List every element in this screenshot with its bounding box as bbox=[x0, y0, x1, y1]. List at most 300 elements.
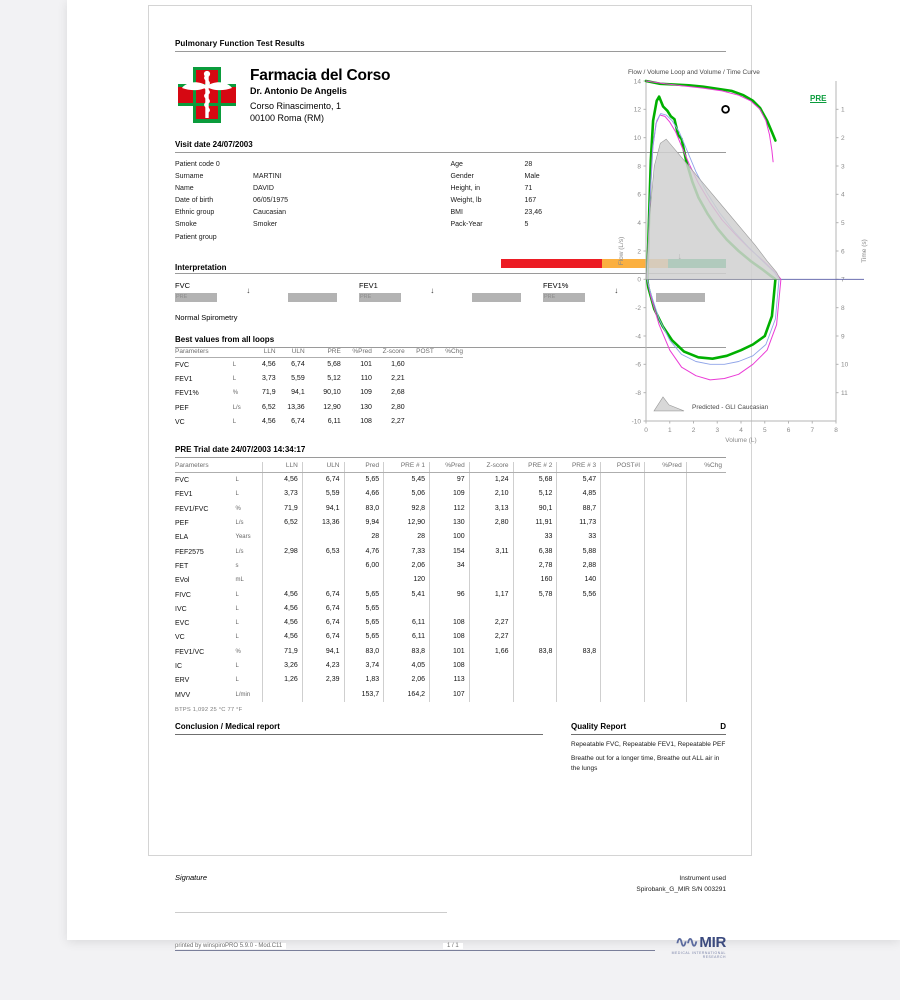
table-cell bbox=[430, 573, 470, 587]
table-cell: 108 bbox=[430, 630, 470, 644]
svg-text:6: 6 bbox=[841, 248, 845, 256]
table-cell: L/min bbox=[235, 691, 251, 698]
quality-block bbox=[571, 722, 726, 807]
footer-page-number: 1 / 1 bbox=[443, 943, 463, 949]
table-cell bbox=[645, 688, 687, 702]
table-cell: 6,74 bbox=[291, 360, 305, 368]
column-header: PRE # 3 bbox=[557, 462, 601, 473]
table-cell bbox=[302, 530, 344, 544]
svg-text:2: 2 bbox=[637, 248, 641, 256]
table-cell: 11,91 bbox=[513, 516, 557, 530]
table-cell: 6,74 bbox=[302, 616, 344, 630]
table-cell: L bbox=[235, 491, 239, 498]
table-cell: 5,88 bbox=[557, 545, 601, 559]
svg-text:0: 0 bbox=[637, 276, 641, 284]
patient-field-label: Height, in bbox=[450, 185, 481, 193]
column-header: POST#I bbox=[601, 462, 645, 473]
clinic-name: Farmacia del Corso bbox=[250, 67, 391, 84]
footer-printed-by: printed by winspiroPRO 5.9.0 - Mod.C11 bbox=[175, 943, 286, 949]
table-cell bbox=[645, 559, 687, 573]
table-cell: 71,9 bbox=[263, 502, 303, 516]
table-cell: 5,65 bbox=[344, 630, 384, 644]
table-cell: FVC bbox=[175, 361, 189, 369]
table-row bbox=[175, 559, 726, 573]
table-cell bbox=[384, 602, 430, 616]
column-header: %Pred bbox=[341, 348, 372, 358]
table-cell: 3,73 bbox=[263, 487, 303, 501]
table-cell: 6,11 bbox=[384, 630, 430, 644]
table-cell: IC bbox=[175, 663, 182, 670]
table-cell bbox=[645, 602, 687, 616]
table-cell: VC bbox=[175, 634, 185, 642]
table-cell bbox=[405, 372, 434, 386]
table-cell: 2,06 bbox=[384, 673, 430, 687]
table-cell bbox=[686, 559, 726, 573]
svg-text:12: 12 bbox=[633, 106, 641, 114]
column-header: Parameters bbox=[175, 348, 233, 358]
signature-section bbox=[175, 873, 726, 895]
table-row bbox=[175, 487, 726, 501]
svg-text:8: 8 bbox=[841, 305, 845, 313]
table-cell: 5,12 bbox=[513, 487, 557, 501]
table-cell: 3,73 bbox=[262, 374, 276, 382]
table-row bbox=[175, 659, 726, 673]
gauge-right-segment bbox=[472, 293, 521, 302]
patient-field-value: 28 bbox=[524, 161, 533, 168]
table-cell: 3,11 bbox=[469, 545, 513, 559]
gauge-pre-tag: PRE bbox=[544, 293, 556, 300]
table-cell: L/s bbox=[232, 404, 241, 411]
table-cell: ELA bbox=[175, 534, 189, 542]
patient-field-label: Surname bbox=[175, 173, 204, 181]
table-cell: 5,06 bbox=[384, 487, 430, 501]
patient-field-label: Smoke bbox=[175, 221, 197, 229]
table-cell bbox=[557, 673, 601, 687]
svg-text:-4: -4 bbox=[635, 333, 641, 341]
table-cell: 94,1 bbox=[291, 389, 305, 397]
svg-text:9: 9 bbox=[841, 333, 845, 341]
svg-text:10: 10 bbox=[841, 361, 849, 369]
table-cell: 2,06 bbox=[384, 559, 430, 573]
table-cell: 94,1 bbox=[302, 645, 344, 659]
chart-canvas bbox=[614, 69, 876, 444]
column-header: %Pred bbox=[645, 462, 687, 473]
svg-text:3: 3 bbox=[841, 163, 845, 171]
gauge-marker-icon: ↓ bbox=[430, 285, 435, 295]
gauge-label: FVC bbox=[175, 280, 190, 290]
table-cell: 13,36 bbox=[287, 403, 305, 411]
patient-field bbox=[175, 219, 451, 231]
page-footer bbox=[175, 933, 726, 961]
table-cell: 6,11 bbox=[384, 616, 430, 630]
table-row bbox=[175, 473, 726, 488]
table-cell: 97 bbox=[430, 473, 470, 488]
best-values-heading: Best values from all loops bbox=[175, 334, 275, 344]
svg-text:11: 11 bbox=[841, 390, 848, 398]
gauge-middle-segment bbox=[217, 293, 288, 302]
column-header: Z-score bbox=[372, 348, 405, 358]
interpretation-heading: Interpretation bbox=[175, 262, 227, 272]
table-cell bbox=[469, 573, 513, 587]
patient-field-label: Name bbox=[175, 185, 194, 193]
table-cell: 3,26 bbox=[263, 659, 303, 673]
gauge-marker-icon: ↓ bbox=[614, 285, 619, 295]
table-cell bbox=[434, 372, 463, 386]
table-cell bbox=[645, 673, 687, 687]
table-cell bbox=[434, 357, 463, 372]
table-row bbox=[175, 573, 726, 587]
table-cell: 11,73 bbox=[557, 516, 601, 530]
gauge-right-segment bbox=[288, 293, 337, 302]
svg-text:Predicted - GLI Caucasian: Predicted - GLI Caucasian bbox=[692, 403, 769, 411]
table-cell: mL bbox=[235, 577, 244, 584]
table-cell bbox=[686, 473, 726, 488]
table-cell bbox=[645, 573, 687, 587]
svg-text:-10: -10 bbox=[631, 418, 641, 426]
table-cell: 90,10 bbox=[323, 389, 341, 397]
table-cell: 6,74 bbox=[302, 588, 344, 602]
patient-field-value: 23,46 bbox=[524, 209, 543, 217]
table-cell: 5,47 bbox=[557, 473, 601, 488]
table-cell bbox=[469, 530, 513, 544]
table-cell bbox=[557, 630, 601, 644]
patient-field-label: Date of birth bbox=[175, 197, 214, 205]
gauge-pre-tag: PRE bbox=[360, 293, 372, 300]
table-cell bbox=[601, 573, 645, 587]
table-cell: 109 bbox=[430, 487, 470, 501]
interpretation-gauge bbox=[175, 281, 337, 302]
table-cell bbox=[302, 559, 344, 573]
svg-text:6: 6 bbox=[637, 191, 641, 199]
table-cell: 4,56 bbox=[263, 588, 303, 602]
clinic-identity bbox=[250, 66, 390, 124]
table-cell: 112 bbox=[430, 502, 470, 516]
table-cell bbox=[601, 545, 645, 559]
table-cell: 2,27 bbox=[469, 630, 513, 644]
table-cell: L bbox=[235, 620, 239, 627]
table-cell: FEV1/FVC bbox=[175, 505, 209, 513]
table-cell: EVC bbox=[175, 620, 190, 628]
table-row bbox=[175, 372, 463, 386]
table-cell bbox=[645, 530, 687, 544]
table-cell: 130 bbox=[430, 516, 470, 530]
table-cell: 101 bbox=[360, 360, 372, 368]
table-cell bbox=[405, 415, 434, 429]
table-cell: 83,0 bbox=[344, 502, 384, 516]
table-row bbox=[175, 673, 726, 687]
footer-rule bbox=[175, 950, 655, 951]
table-cell bbox=[686, 602, 726, 616]
table-cell: FEF2575 bbox=[175, 548, 204, 556]
column-header: LLN bbox=[263, 462, 303, 473]
svg-text:-8: -8 bbox=[635, 390, 641, 398]
svg-text:14: 14 bbox=[633, 78, 641, 86]
table-cell: FIVC bbox=[175, 591, 191, 599]
table-cell bbox=[686, 673, 726, 687]
svg-text:7: 7 bbox=[810, 427, 815, 434]
table-cell: 2,68 bbox=[391, 389, 405, 397]
table-cell: 130 bbox=[360, 403, 372, 411]
table-row bbox=[175, 616, 726, 630]
table-row bbox=[175, 530, 726, 544]
table-cell: 83,0 bbox=[344, 645, 384, 659]
table-cell: 28 bbox=[344, 530, 384, 544]
table-cell bbox=[405, 386, 434, 400]
table-cell: 6,74 bbox=[302, 473, 344, 488]
table-cell bbox=[686, 516, 726, 530]
btps-note: BTPS 1,092 25 °C 77 °F bbox=[175, 706, 243, 713]
gauge-label: FEV1% bbox=[543, 280, 569, 290]
table-cell: 92,8 bbox=[384, 502, 430, 516]
table-cell: MVV bbox=[175, 691, 191, 699]
quality-line-2: Breathe out for a longer time, Breathe out ALL air in the lungs bbox=[571, 755, 720, 772]
table-cell bbox=[557, 688, 601, 702]
table-cell bbox=[601, 473, 645, 488]
table-cell: 2,27 bbox=[469, 616, 513, 630]
svg-text:5: 5 bbox=[762, 427, 767, 434]
table-cell bbox=[645, 645, 687, 659]
table-cell bbox=[645, 616, 687, 630]
chart-pre-badge: PRE bbox=[810, 94, 827, 103]
table-cell: 88,7 bbox=[557, 502, 601, 516]
table-cell: 71,9 bbox=[263, 645, 303, 659]
table-cell: 12,90 bbox=[384, 516, 430, 530]
table-cell: % bbox=[232, 390, 239, 397]
table-cell: 108 bbox=[360, 417, 372, 425]
table-cell: 5,59 bbox=[302, 487, 344, 501]
table-cell: 33 bbox=[557, 530, 601, 544]
table-cell: 1,17 bbox=[469, 588, 513, 602]
table-cell: 2,21 bbox=[391, 374, 405, 382]
table-row bbox=[175, 415, 463, 429]
svg-text:2: 2 bbox=[691, 427, 696, 434]
instrument-block bbox=[636, 873, 726, 895]
table-row bbox=[175, 502, 726, 516]
table-cell: 2,98 bbox=[263, 545, 303, 559]
report-page bbox=[148, 5, 868, 959]
clinic-address-line1: Corso Rinascimento, 1 bbox=[250, 101, 342, 111]
gauge-label: FEV1 bbox=[359, 280, 378, 290]
table-cell: L bbox=[232, 375, 237, 382]
patient-field bbox=[175, 183, 451, 195]
table-cell: 83,8 bbox=[557, 645, 601, 659]
visit-date-heading: Visit date 24/07/2003 bbox=[175, 140, 253, 149]
gauge-marker-icon: ↓ bbox=[246, 285, 251, 295]
column-header: PRE # 1 bbox=[384, 462, 430, 473]
table-cell: 6,52 bbox=[262, 403, 276, 411]
table-cell bbox=[557, 602, 601, 616]
patient-field-value: 71 bbox=[524, 185, 533, 193]
mir-brand-text: MIR bbox=[699, 933, 726, 951]
conclusion-heading: Conclusion / Medical report bbox=[175, 722, 543, 735]
table-cell bbox=[430, 602, 470, 616]
conclusion-block[interactable] bbox=[175, 722, 543, 807]
table-cell: 6,11 bbox=[327, 417, 341, 425]
table-cell: 4,56 bbox=[263, 602, 303, 616]
quality-heading-row bbox=[571, 722, 726, 735]
svg-text:Time (s): Time (s) bbox=[861, 239, 868, 263]
interpretation-result: Normal Spirometry bbox=[175, 312, 238, 322]
table-cell bbox=[263, 530, 303, 544]
table-cell: 6,74 bbox=[291, 417, 305, 425]
column-header: %Chg bbox=[686, 462, 726, 473]
table-cell: 5,68 bbox=[513, 473, 557, 488]
table-cell: 28 bbox=[384, 530, 430, 544]
signature-line bbox=[175, 912, 447, 913]
patient-field-value: 167 bbox=[524, 197, 537, 205]
table-cell bbox=[686, 688, 726, 702]
table-cell bbox=[601, 516, 645, 530]
table-cell bbox=[469, 673, 513, 687]
table-cell: 108 bbox=[430, 616, 470, 630]
table-cell bbox=[513, 616, 557, 630]
svg-text:-2: -2 bbox=[635, 305, 641, 313]
quality-grade-badge: D bbox=[720, 721, 726, 731]
table-cell: 4,56 bbox=[262, 417, 276, 425]
table-cell: FEV1% bbox=[175, 390, 199, 398]
table-cell: 4,05 bbox=[384, 659, 430, 673]
table-cell: 83,8 bbox=[513, 645, 557, 659]
svg-text:4: 4 bbox=[739, 427, 743, 434]
table-cell bbox=[557, 659, 601, 673]
svg-text:8: 8 bbox=[834, 427, 838, 434]
clinic-address-line2: 00100 Roma (RM) bbox=[250, 113, 325, 123]
trial-header-row bbox=[175, 462, 726, 473]
table-cell bbox=[405, 401, 434, 415]
patient-field-label: Ethnic group bbox=[175, 209, 215, 217]
table-cell: 5,65 bbox=[344, 616, 384, 630]
patient-field bbox=[175, 207, 451, 219]
patient-field-label: Patient code 0 bbox=[175, 161, 220, 168]
column-header: Pred bbox=[344, 462, 384, 473]
patient-field-label: BMI bbox=[450, 209, 463, 217]
column-header bbox=[236, 462, 263, 473]
svg-text:10: 10 bbox=[633, 135, 641, 143]
table-cell bbox=[344, 573, 384, 587]
table-cell: L bbox=[235, 605, 239, 612]
table-cell bbox=[645, 473, 687, 488]
table-cell bbox=[686, 502, 726, 516]
table-cell: 1,24 bbox=[469, 473, 513, 488]
table-cell: L bbox=[235, 634, 239, 641]
table-cell bbox=[513, 602, 557, 616]
table-cell bbox=[645, 588, 687, 602]
table-cell: L bbox=[235, 677, 239, 684]
table-cell: 164,2 bbox=[384, 688, 430, 702]
table-cell: 2,39 bbox=[302, 673, 344, 687]
table-cell: 33 bbox=[513, 530, 557, 544]
table-row bbox=[175, 386, 463, 400]
patient-field-label: Weight, lb bbox=[450, 197, 482, 205]
table-cell: 5,59 bbox=[291, 374, 305, 382]
table-cell: 153,7 bbox=[344, 688, 384, 702]
table-cell bbox=[601, 630, 645, 644]
signature-label: Signature bbox=[175, 872, 208, 882]
table-cell: L bbox=[235, 477, 239, 484]
trial-section bbox=[175, 445, 726, 713]
table-cell: L/s bbox=[235, 520, 244, 527]
interpretation-gauge bbox=[359, 281, 521, 302]
table-cell: 2,88 bbox=[557, 559, 601, 573]
column-header: Z-score bbox=[469, 462, 513, 473]
patient-info-left bbox=[175, 159, 451, 244]
table-cell: 4,23 bbox=[302, 659, 344, 673]
column-header: POST bbox=[405, 348, 434, 358]
table-cell bbox=[686, 630, 726, 644]
svg-text:7: 7 bbox=[841, 276, 845, 284]
patient-field-label: Patient group bbox=[175, 233, 217, 241]
table-cell: FEV1 bbox=[175, 375, 193, 383]
table-cell: 6,00 bbox=[344, 559, 384, 573]
best-values-table bbox=[175, 348, 463, 429]
chart-title: Flow / Volume Loop and Volume / Time Curve bbox=[628, 69, 760, 76]
pharmacy-cross-caduceus-icon bbox=[177, 66, 237, 124]
table-cell bbox=[601, 559, 645, 573]
table-cell bbox=[601, 530, 645, 544]
table-cell: 3,13 bbox=[469, 502, 513, 516]
table-row bbox=[175, 602, 726, 616]
patient-field-value: Caucasian bbox=[253, 209, 287, 217]
table-cell: 5,56 bbox=[557, 588, 601, 602]
patient-field-value: 06/05/1975 bbox=[253, 197, 289, 205]
table-cell bbox=[601, 487, 645, 501]
quality-heading: Quality Report bbox=[571, 721, 627, 731]
table-cell: 12,90 bbox=[323, 403, 341, 411]
instrument-label: Instrument used bbox=[679, 874, 726, 882]
table-cell bbox=[601, 616, 645, 630]
table-row bbox=[175, 588, 726, 602]
table-row bbox=[175, 545, 726, 559]
column-header: PRE # 2 bbox=[513, 462, 557, 473]
column-header: LLN bbox=[248, 348, 276, 358]
table-cell: 110 bbox=[360, 374, 372, 382]
patient-field-label: Gender bbox=[450, 173, 474, 181]
table-cell: L/s bbox=[235, 548, 244, 555]
table-cell: 34 bbox=[430, 559, 470, 573]
table-cell: 5,65 bbox=[344, 473, 384, 488]
page-title-text: Pulmonary Function Test Results bbox=[175, 39, 305, 48]
table-cell: 6,53 bbox=[302, 545, 344, 559]
svg-text:0: 0 bbox=[644, 427, 648, 434]
patient-field bbox=[175, 159, 451, 171]
table-row bbox=[175, 516, 726, 530]
table-cell bbox=[601, 645, 645, 659]
table-cell: 2,27 bbox=[391, 417, 405, 425]
table-cell: 154 bbox=[430, 545, 470, 559]
table-cell bbox=[434, 386, 463, 400]
column-header: Parameters bbox=[175, 462, 236, 473]
patient-field bbox=[175, 195, 451, 207]
table-cell: 5,68 bbox=[327, 360, 341, 368]
conclusion-body[interactable] bbox=[175, 735, 543, 807]
table-cell: 94,1 bbox=[302, 502, 344, 516]
table-cell: 1,26 bbox=[263, 673, 303, 687]
table-cell: 2,80 bbox=[391, 403, 405, 411]
table-cell: PEF bbox=[175, 404, 189, 412]
patient-field-value: DAVID bbox=[253, 185, 274, 193]
table-cell bbox=[686, 487, 726, 501]
table-cell: PEF bbox=[175, 520, 189, 528]
mir-wave-icon: ∿∿ bbox=[675, 933, 697, 951]
table-cell bbox=[645, 516, 687, 530]
table-cell: 4,56 bbox=[263, 473, 303, 488]
table-cell bbox=[645, 630, 687, 644]
table-cell: 4,76 bbox=[344, 545, 384, 559]
table-cell: 1,66 bbox=[469, 645, 513, 659]
trial-rule bbox=[175, 457, 726, 458]
table-cell: % bbox=[235, 505, 241, 512]
patient-field bbox=[175, 171, 451, 183]
